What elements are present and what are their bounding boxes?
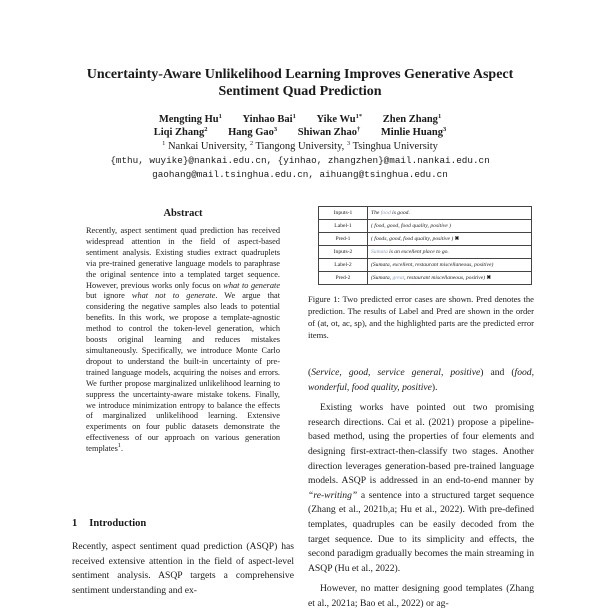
- title-line-2: Sentiment Quad Prediction: [218, 84, 382, 99]
- paper-title: [0, 66, 600, 100]
- section-heading: 1 Introduction: [72, 518, 147, 529]
- right-column-text: [308, 366, 534, 612]
- paragraph: However, no matter designing good templates (Zhang et al., 2021a; Bao et al., 2022) or ag-: [308, 583, 534, 609]
- continuation-paragraph: (Service, good, service general, positive) and (food, wonderful, food quality, positive).: [308, 367, 534, 393]
- figure-1-table: [318, 206, 532, 285]
- author: Shiwan Zhao†: [297, 126, 361, 138]
- authors-row-2: [0, 126, 600, 139]
- figure-caption: Figure 1: Two predicted error cases are shown. Pred denotes the prediction. The results of Label and Pred are shown in the order of (at, ot, ac, sp), and the highlighted parts are the predicted error items.: [308, 294, 534, 340]
- table-row: Pred-1 ( foods, good, food quality, positive ) ✖: [319, 233, 532, 246]
- abstract-body: Recently, aspect sentiment quad prediction has received widespread attention in the field of aspect-based sentiment analysis. Existing studies extract quadruplets via pre-trained generative language models to paraphrase the original sentence into a templated target sequence. However, previous works only focus on what to generate but ignore what not to generate. We argue that considering the negative samples also leads to potential benefits. In this work, we propose a template-agnostic method to control the token-level generation, which boosts original learning and reduces mistakes simultaneously. Specifically, we introduce Monte Carlo dropout to understand the built-in uncertainty of pre-trained language models, acquiring the noises and errors. We further propose marginalized unlikelihood learning to suppress the uncertainty-aware mistake tokens. Finally, we introduce minimization entropy to balance the effects of marginalized unlikelihood learning. Extensive experiments on four public datasets demonstrate the effectiveness of our approach on various generation templates$^1$.: [86, 226, 281, 454]
- error-icon: ✖: [486, 275, 492, 281]
- error-icon: ✖: [454, 236, 460, 242]
- abstract-heading: Abstract: [163, 208, 203, 219]
- author: Yinhao Bai$^1$: [242, 113, 296, 125]
- author: Liqi Zhang$^2$: [153, 126, 208, 138]
- author: Hang Gao$^3$: [228, 126, 278, 138]
- title-line-1: Uncertainty-Aware Unlikelihood Learning Improves Generative Aspect: [86, 67, 514, 82]
- author: Zhen Zhang$^1$: [382, 113, 442, 125]
- emails-line-1: {mthu, wuyike}@nankai.edu.cn, {yinhao, zhangzhen}@mail.nankai.edu.cn: [110, 155, 490, 166]
- author: Mengting Hu$^1$: [158, 113, 222, 125]
- table-row: Pred-2 (Sumata, great, restaurant miscellaneous, positive) ✖: [319, 272, 532, 285]
- paragraph: Existing works have pointed out two promising research directions. Cai et al. (2021) propose a pipeline-based method, using the properties of four elements and designing first-extract-then-classify two stages. Another direction leverages generation-based pre-trained language models. ASQP is addressed in an end-to-end manner by “re-writing” a sentence into a structured target sequence (Zhang et al., 2021b,a; Hu et al., 2022). With pre-defined templates, quadruples can be easily decoded from the target sequence. Due to its simplicity and effects, the second paradigm gradually becomes the main streaming in ASQP (Hu et al., 2022).: [308, 402, 534, 574]
- affiliations: $^1$ Nankai University, $^2$ Tiangong University, $^3$ Tsinghua University: [162, 140, 438, 152]
- emails-line-2: gaohang@mail.tsinghua.edu.cn, aihuang@tsinghua.edu.cn: [152, 169, 448, 180]
- author: Minlie Huang$^3$: [380, 126, 447, 138]
- table-row: Inputs-1 The food is good.: [319, 207, 532, 220]
- authors-row-1: [0, 113, 600, 126]
- table-row: Inputs-2 Sumata is an excellent place to go.: [319, 246, 532, 259]
- intro-paragraph: Recently, aspect sentiment quad prediction (ASQP) has received extensive attention in the field of aspect-level sentiment analysis. ASQP targets a comprehensive sentiment understanding and ex-: [72, 541, 294, 596]
- table-row: Label-2 (Sumata, excellent, restaurant miscellaneous, positive): [319, 259, 532, 272]
- author: Yike $Wu^{1*}$: [316, 113, 363, 125]
- table-row: Label-1 ( food, good, food quality, positive ): [319, 220, 532, 233]
